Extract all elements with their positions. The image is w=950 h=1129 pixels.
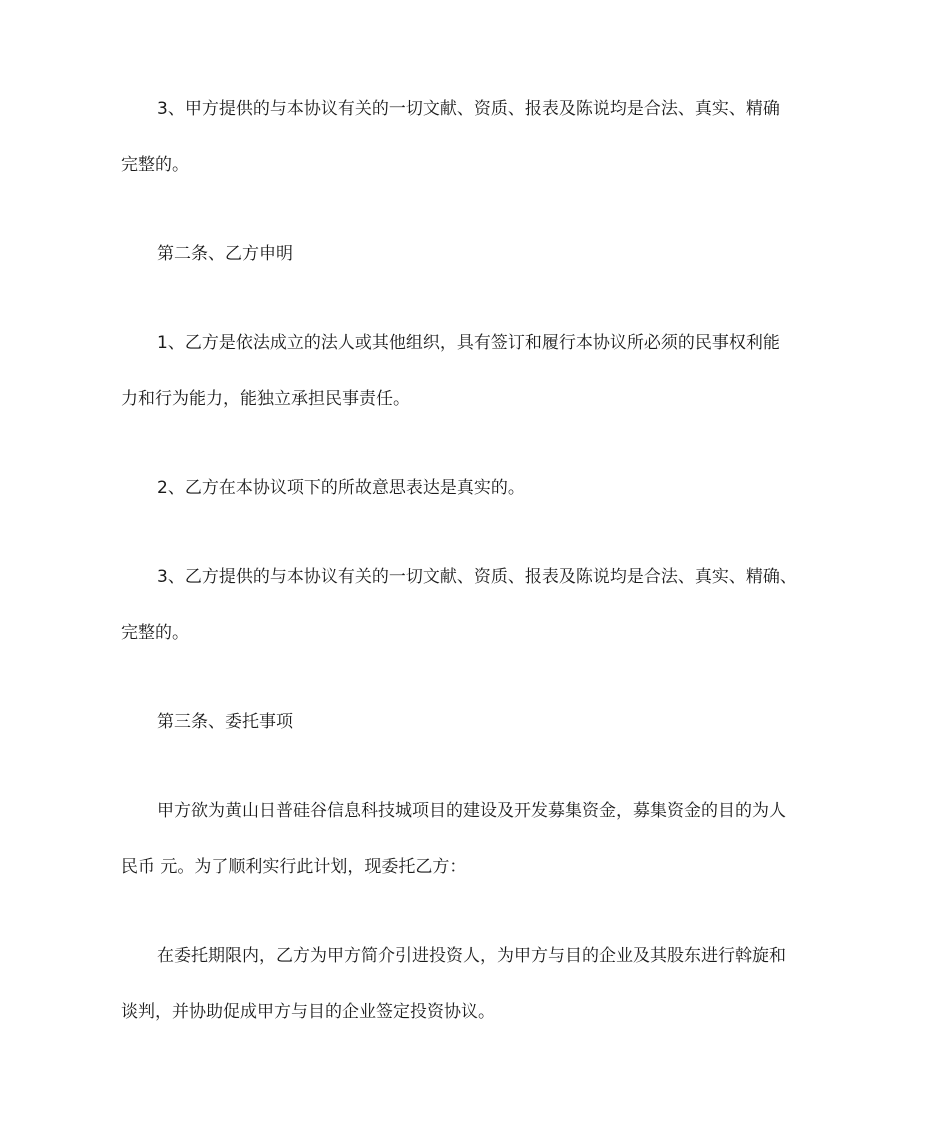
section-heading: 第三条、委托事项 — [157, 712, 293, 732]
paragraph-line: 1、乙方是依法成立的法人或其他组织，具有签订和履行本协议所必须的民事权利能 — [157, 333, 780, 353]
paragraph-line: 在委托期限内，乙方为甲方简介引进投资人，为甲方与目的企业及其股东进行斡旋和 — [157, 946, 786, 966]
paragraph-line: 完整的。 — [121, 623, 189, 643]
paragraph-line: 甲方欲为黄山日普硅谷信息科技城项目的建设及开发募集资金，募集资金的目的为人 — [157, 801, 786, 821]
section-heading: 第二条、乙方申明 — [157, 244, 293, 264]
paragraph-line: 谈判，并协助促成甲方与目的企业签定投资协议。 — [121, 1002, 495, 1022]
paragraph-line: 民币 元。为了顺利实行此计划，现委托乙方： — [121, 857, 467, 877]
paragraph-line: 2、乙方在本协议项下的所故意思表达是真实的。 — [157, 478, 525, 498]
paragraph-line: 3、甲方提供的与本协议有关的一切文献、资质、报表及陈说均是合法、真实、精确 — [157, 99, 780, 119]
paragraph-line: 力和行为能力，能独立承担民事责任。 — [121, 389, 410, 409]
paragraph-line: 3、乙方提供的与本协议有关的一切文献、资质、报表及陈说均是合法、真实、精确、 — [157, 567, 797, 587]
paragraph-line: 完整的。 — [121, 155, 189, 175]
